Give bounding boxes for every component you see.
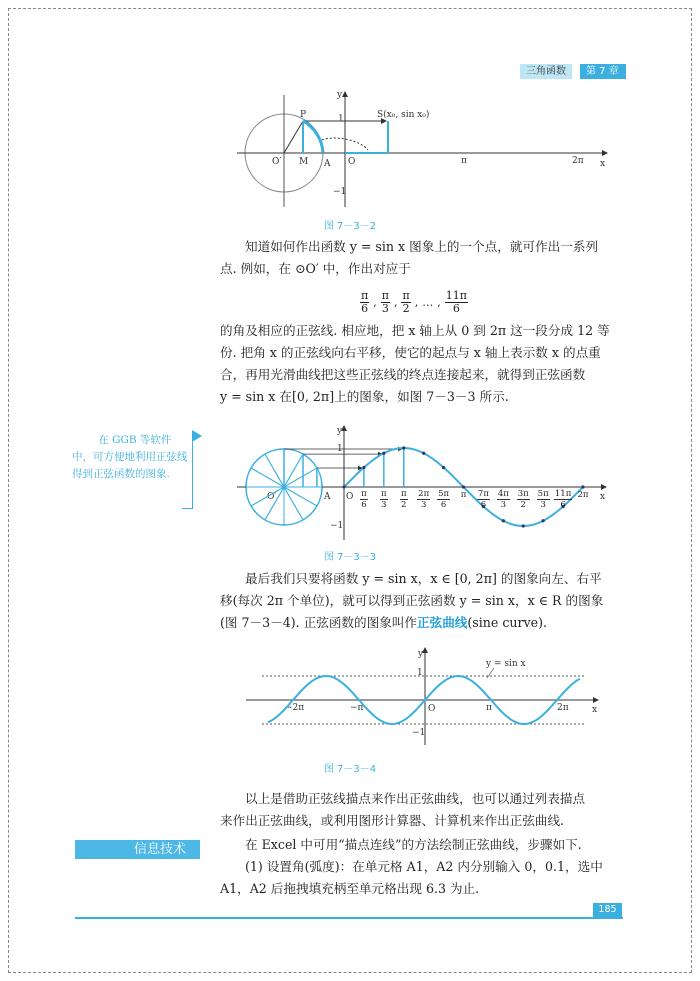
- page-number: 185: [593, 903, 622, 917]
- text-line: (1) 设置角(弧度)：在单元格 A1，A2 内分别输入 0，0.1，选中: [245, 859, 603, 874]
- svg-text:O: O: [428, 704, 436, 714]
- paragraph-1-cont: [220, 320, 630, 408]
- x-tick-label: π 6: [361, 489, 367, 510]
- x-tick-label: 5π 3: [537, 489, 549, 510]
- curve-point: [442, 466, 445, 469]
- svg-text:−1: −1: [333, 187, 347, 197]
- x-tick-label: 4π 3: [497, 489, 509, 510]
- curve-point: [462, 485, 465, 488]
- text-line: 知道如何作出函数 y = sin x 图象上的一个点，就可作出一系列: [245, 239, 599, 254]
- text-line: 在 Excel 中可用“描点连线”的方法绘制正弦曲线，步骤如下.: [245, 837, 582, 852]
- svg-text:A: A: [324, 159, 331, 169]
- text-line: 来作出正弦曲线，或利用图形计算器、计算机来作出正弦曲线.: [220, 813, 565, 828]
- info-paragraph: [220, 834, 630, 900]
- x-tick-label: π 3: [381, 489, 387, 510]
- svg-text:y: y: [337, 426, 343, 436]
- svg-text:−1: −1: [412, 728, 426, 738]
- text-line: (sine curve).: [467, 615, 548, 630]
- figure-caption: 图 7－3－2: [323, 221, 377, 232]
- side-note-border: [182, 508, 193, 509]
- x-tick-label: 11π 6: [554, 489, 572, 510]
- text-line: 份. 把角 x 的正弦线向右平移，使它的起点与 x 轴上表示数 x 的点重: [220, 345, 601, 360]
- x-tick-label: 5π 6: [438, 489, 450, 510]
- svg-text:S(x₀, sin x₀): S(x₀, sin x₀): [377, 110, 430, 120]
- svg-text:2π: 2π: [572, 156, 584, 166]
- svg-text:1: 1: [417, 668, 423, 678]
- svg-text:O′: O′: [267, 492, 277, 502]
- flag-icon: [192, 430, 202, 442]
- svg-text:O′: O′: [272, 157, 282, 167]
- text-line: y = sin x 在[0, 2π]上的图象，如图 7－3－3 所示.: [220, 389, 509, 404]
- svg-text:2π: 2π: [557, 703, 569, 713]
- curve-point: [382, 452, 385, 455]
- svg-text:π: π: [486, 703, 492, 713]
- svg-text:−2π: −2π: [285, 703, 305, 713]
- footer-rule: [75, 917, 623, 919]
- x-tick-label: 7π 6: [477, 489, 489, 510]
- svg-text:x: x: [600, 159, 606, 169]
- curve-point: [502, 519, 505, 522]
- svg-text:−π: −π: [350, 703, 364, 713]
- svg-text:−1: −1: [330, 521, 344, 531]
- side-note: 在 GGB 等软件中，可方便地利用正弦线得到正弦函数的图象.: [72, 434, 188, 480]
- figure-7-3-3: [237, 426, 606, 540]
- curve-point: [522, 524, 525, 527]
- svg-text:y: y: [418, 649, 424, 659]
- section-tab: 三角函数: [520, 64, 572, 79]
- text-line: 最后我们只要将函数 y = sin x，x ∈ [0, 2π] 的图象向左、右平: [245, 571, 602, 586]
- svg-text:A: A: [324, 492, 331, 502]
- svg-text:M: M: [299, 157, 309, 167]
- svg-text:1: 1: [337, 444, 343, 454]
- svg-text:y: y: [337, 90, 343, 100]
- svg-text:P: P: [300, 110, 307, 120]
- text-line: A1，A2 后拖拽填充柄至单元格出现 6.3 为止.: [220, 881, 480, 896]
- svg-text:y = sin x: y = sin x: [486, 659, 526, 669]
- text-line: 以上是借助正弦线描点来作出正弦曲线，也可以通过列表描点: [245, 791, 586, 806]
- text-line: 的角及相应的正弦线. 相应地，把 x 轴上从 0 到 2π 这一段分成 12 等: [220, 323, 610, 338]
- figure-caption: 图 7－3－3: [323, 552, 377, 563]
- paragraph-3: [220, 788, 630, 832]
- svg-text:x: x: [600, 492, 606, 502]
- term-sine-curve: 正弦曲线: [417, 615, 468, 630]
- svg-text:O: O: [348, 157, 356, 167]
- curve-point: [402, 446, 405, 449]
- side-note-border: [192, 440, 193, 508]
- figure-caption: 图 7－3－4: [323, 764, 377, 775]
- x-tick-label: 2π 3: [418, 489, 430, 510]
- svg-text:π: π: [461, 156, 467, 166]
- svg-text:O: O: [346, 492, 354, 502]
- text-line: 点. 例如，在 ⊙O′ 中，作出对应于: [220, 261, 411, 276]
- x-tick-label: π: [460, 490, 467, 500]
- text-line: (图 7－3－4). 正弦函数的图象叫作: [220, 615, 417, 630]
- figure-7-3-2: [237, 90, 607, 207]
- paragraph-2: [220, 568, 630, 634]
- text-line: 合，再用光滑曲线把这些正弦线的终点连接起来，就得到正弦函数: [220, 367, 586, 382]
- angle-fractions: π 6 , π 3 , π 2 , … , 11π 6: [361, 289, 467, 315]
- chapter-tab: 第 7 章: [580, 64, 626, 79]
- svg-text:1: 1: [338, 114, 344, 124]
- curve-point: [342, 485, 345, 488]
- x-tick-label: 2π: [577, 490, 589, 500]
- figure-7-3-4: [246, 648, 598, 745]
- paragraph-1: [220, 236, 630, 280]
- x-tick-label: π 2: [400, 489, 407, 510]
- curve-point: [581, 485, 584, 488]
- curve-point: [362, 466, 365, 469]
- curve-point: [422, 452, 425, 455]
- svg-text:x: x: [592, 705, 598, 715]
- x-tick-label: 3π 2: [517, 489, 529, 510]
- info-tech-label: 信息技术: [75, 840, 200, 859]
- text-line: 移(每次 2π 个单位)，就可以得到正弦函数 y = sin x，x ∈ R 的图象: [220, 593, 604, 608]
- curve-point: [542, 519, 545, 522]
